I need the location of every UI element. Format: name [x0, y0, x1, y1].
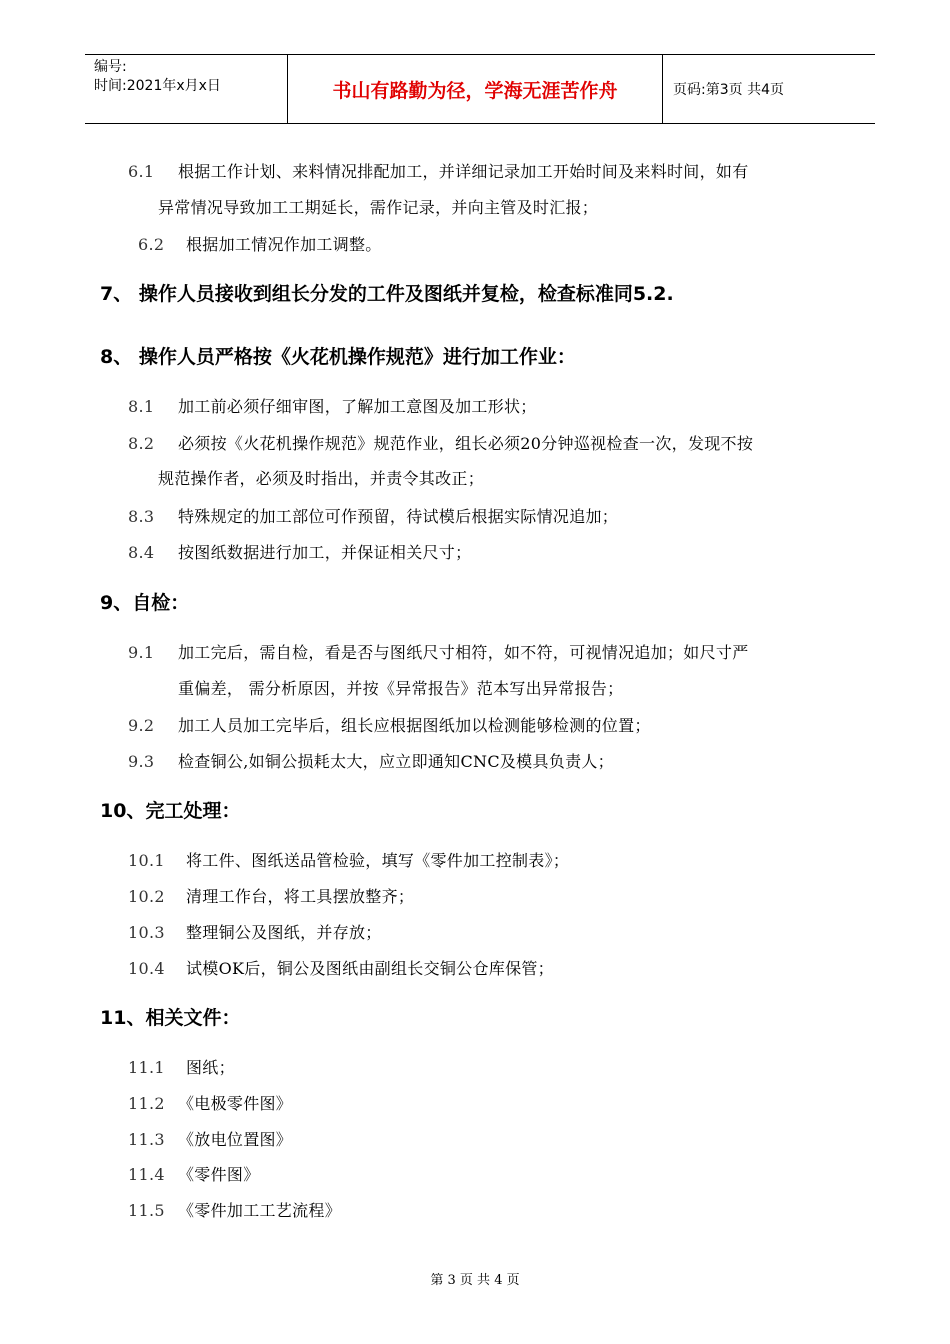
- item-number: 10.2: [128, 887, 165, 906]
- item-number: 9.1: [128, 643, 155, 662]
- page-footer: 第 3 页 共 4 页: [430, 1273, 520, 1288]
- item-9-3: [128, 749, 614, 772]
- item-number: 10.3: [128, 923, 165, 942]
- header-meta: [85, 55, 287, 123]
- item-8-1: [128, 394, 537, 417]
- item-text: 《放电位置图》: [178, 1130, 293, 1149]
- item-text: 加工人员加工完毕后，组长应根据图纸加以检测能够检测的位置；: [178, 716, 651, 735]
- item-text: 《零件加工工艺流程》: [178, 1201, 342, 1220]
- item-text: 整理铜公及图纸，并存放；: [186, 923, 382, 942]
- item-9-1-cont: 重偏差， 需分析原因，并按《异常报告》范本写出异常报告；: [178, 679, 624, 698]
- item-text: 试模OK后，铜公及图纸由副组长交铜公仓库保管；: [186, 959, 554, 978]
- item-text: 特殊规定的加工部位可作预留，待试模后根据实际情况追加；: [178, 507, 619, 526]
- header-page-info: 页码:第3页 共4页: [673, 82, 784, 98]
- item-number: 6.2: [138, 235, 165, 254]
- item-number: 11.1: [128, 1058, 165, 1077]
- item-8-2-cont: 规范操作者，必须及时指出，并责令其改正；: [158, 469, 485, 488]
- heading-10: 10、完工处理：: [100, 800, 241, 822]
- item-number: 10.4: [128, 959, 165, 978]
- item-number: 9.3: [128, 752, 155, 771]
- item-6-2: [138, 232, 382, 255]
- item-10-3: [128, 920, 382, 943]
- heading-11: 11、相关文件：: [100, 1007, 241, 1029]
- item-6-1: [128, 159, 749, 182]
- item-number: 6.1: [128, 162, 155, 181]
- page-header: [85, 54, 875, 124]
- item-text: 《电极零件图》: [178, 1094, 293, 1113]
- item-text: 加工前必须仔细审图，了解加工意图及加工形状；: [178, 397, 537, 416]
- item-9-2: [128, 713, 651, 736]
- item-8-4: [128, 540, 471, 563]
- item-11-4: [128, 1162, 260, 1185]
- item-text: 根据工作计划、来料情况排配加工，并详细记录加工开始时间及来料时间，如有: [178, 162, 749, 181]
- item-10-1: [128, 848, 569, 871]
- item-text: 将工件、图纸送品管检验，填写《零件加工控制表》；: [186, 851, 570, 870]
- item-number: 9.2: [128, 716, 155, 735]
- item-number: 11.4: [128, 1165, 165, 1184]
- item-number: 8.1: [128, 397, 155, 416]
- item-11-2: [128, 1091, 292, 1114]
- item-11-1: [128, 1055, 235, 1078]
- heading-8: 8、 操作人员严格按《火花机操作规范》进行加工作业：: [100, 346, 576, 368]
- header-motto: 书山有路勤为径，学海无涯苦作舟: [287, 55, 663, 123]
- header-time: 时间:2021年x月x日: [94, 78, 221, 94]
- item-10-4: [128, 956, 554, 979]
- item-text: 清理工作台，将工具摆放整齐；: [186, 887, 415, 906]
- item-number: 10.1: [128, 851, 165, 870]
- item-9-1: [128, 640, 749, 663]
- item-11-3: [128, 1127, 292, 1150]
- item-number: 11.3: [128, 1130, 165, 1149]
- header-number: 编号:: [94, 59, 127, 75]
- item-number: 8.2: [128, 434, 155, 453]
- item-8-2: [128, 431, 753, 454]
- item-text: 根据加工情况作加工调整。: [186, 235, 382, 254]
- item-number: 11.5: [128, 1201, 165, 1220]
- item-text: 检查铜公,如铜公损耗太大，应立即通知CNC及模具负责人；: [178, 752, 614, 771]
- item-text: 《零件图》: [178, 1165, 260, 1184]
- item-number: 8.3: [128, 507, 155, 526]
- item-11-5: [128, 1198, 341, 1221]
- heading-7: 7、 操作人员接收到组长分发的工件及图纸并复检，检查标准同5.2.: [100, 283, 674, 305]
- item-number: 11.2: [128, 1094, 165, 1113]
- item-text: 按图纸数据进行加工，并保证相关尺寸；: [178, 543, 472, 562]
- item-text: 必须按《火花机操作规范》规范作业，组长必须20分钟巡视检查一次，发现不按: [178, 434, 754, 453]
- item-text: 图纸；: [186, 1058, 235, 1077]
- heading-9: 9、自检：: [100, 592, 190, 614]
- item-number: 8.4: [128, 543, 155, 562]
- item-10-2: [128, 884, 414, 907]
- item-6-1-cont: 异常情况导致加工工期延长，需作记录，并向主管及时汇报；: [158, 198, 599, 217]
- item-8-3: [128, 504, 618, 527]
- item-text: 加工完后，需自检，看是否与图纸尺寸相符，如不符，可视情况追加；如尺寸严: [178, 643, 749, 662]
